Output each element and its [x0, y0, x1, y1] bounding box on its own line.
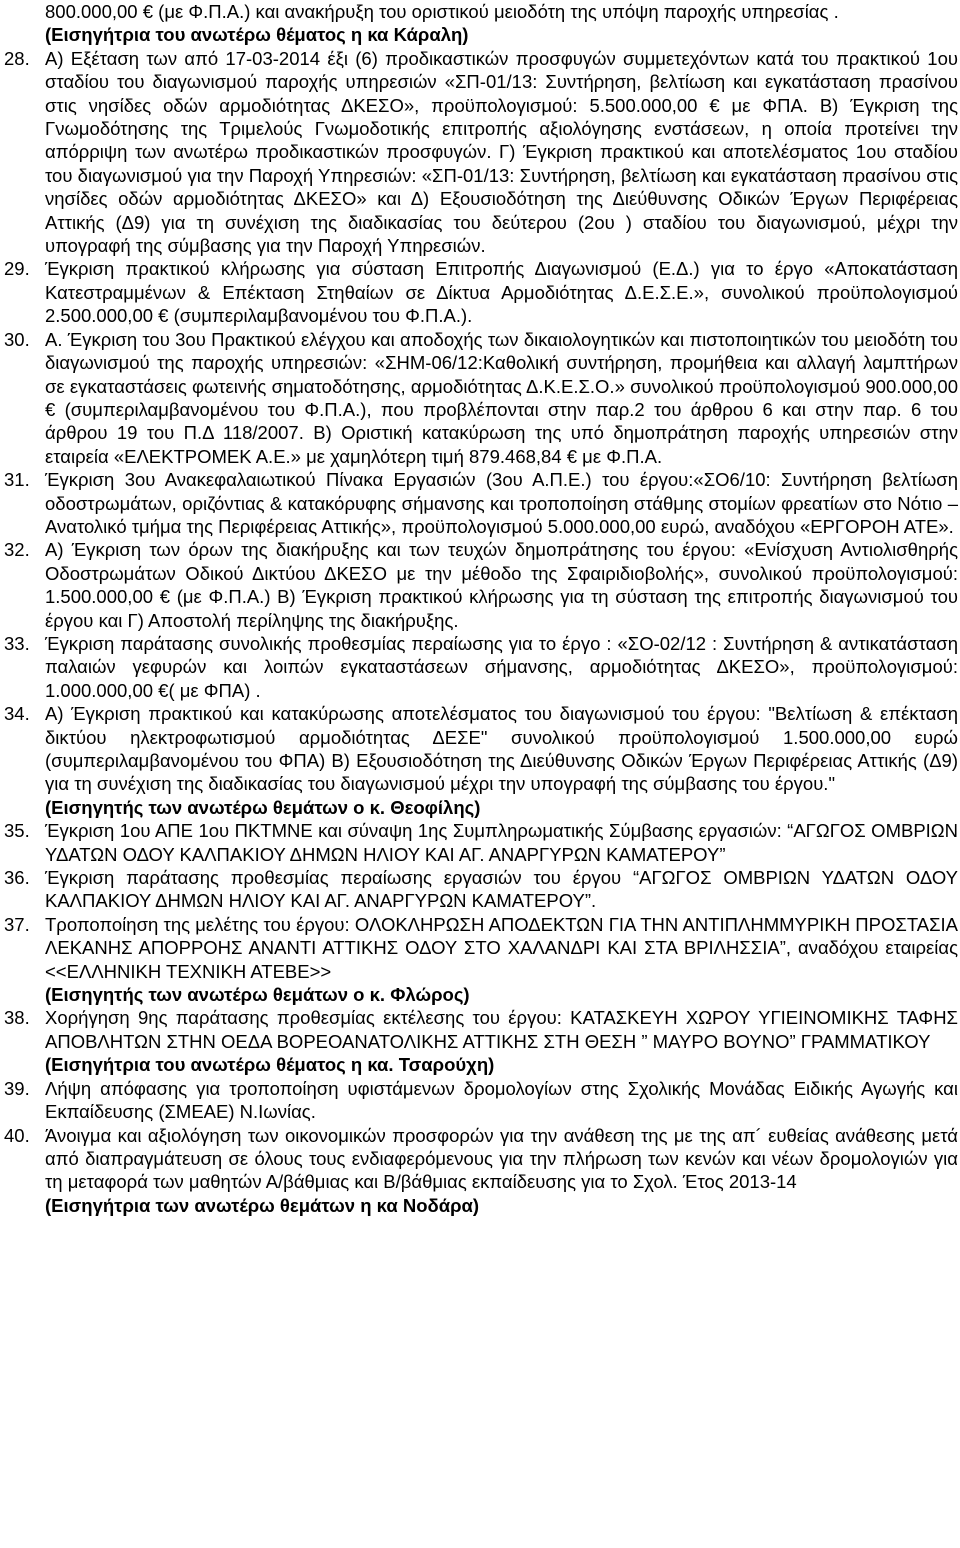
rapporteur-note: (Εισηγήτρια των ανωτέρω θεμάτων η κα Νοδάρα) [45, 1194, 480, 1216]
item-text: Έγκριση πρακτικού κλήρωσης για σύσταση Επιτροπής Διαγωνισμού (Ε.Δ.) για το έργο «Αποκατάσταση Κατεστραμμένων & Επέκταση Στηθαίων σε Δίκτυα Αρμοδιότητας Δ.Ε.Σ.Ε.», συνολικού προϋπολογισμού 2.500.000,00 € (συμπεριλαμβανομένου του Φ.Π.Α.). [45, 258, 958, 327]
agenda-item-35 [4, 819, 958, 866]
item-paragraph: Τροποποίηση της μελέτης του έργου: ΟΛΟΚΛΗΡΩΣΗ ΑΠΟΔΕΚΤΩΝ ΓΙΑ ΤΗΝ ΑΝΤΙΠΛΗΜΜΥΡΙΚΗ ΠΡΟΣΤΑΣΙΑ ΛΕΚΑΝΗΣ ΑΠΟΡΡΟΗΣ ΑΝΑΝΤΙ ΑΤΤΙΚΗΣ ΟΔΟΥ ΣΤΟ ΧΑΛΑΝΔΡΙ ΚΑΙ ΣΤΑ ΒΡΙΛΗΣΣΙΑ”, αναδόχου εταιρείας <<ΕΛΛΗΝΙΚΗ ΤΕΧΝΙΚΗ ΑΤΕΒΕ>> [45, 913, 958, 982]
item-text [45, 1124, 958, 1218]
agenda-item-34 [4, 702, 958, 819]
item-number: 38. [4, 1007, 30, 1029]
intro-paragraph: 800.000,00 € (με Φ.Π.Α.) και ανακήρυξη του οριστικού μειοδότη της υπόψη παροχής υπηρεσίας . [45, 1, 839, 22]
item-text [45, 913, 958, 1007]
item-text: Έγκριση παράτασης προθεσμίας περαίωσης εργασιών του έργου “ΑΓΩΓΟΣ ΟΜΒΡΙΩΝ ΥΔΑΤΩΝ ΟΔΟΥ ΚΑΛΠΑΚΙΟΥ ΔΗΜΩΝ ΗΛΙΟΥ ΚΑΙ ΑΓ. ΑΝΑΡΓΥΡΩΝ ΚΑΜΑΤΕΡΟΥ”. [45, 867, 958, 912]
item-paragraph: Χορήγηση 9ης παράτασης προθεσμίας εκτέλεσης του έργου: ΚΑΤΑΣΚΕΥΗ ΧΩΡΟΥ ΥΓΙΕΙΝΟΜΙΚΗΣ ΤΑΦΗΣ ΑΠΟΒΛΗΤΩΝ ΣΤΗΝ ΟΕΔΑ ΒΟΡΕΟΑΝΑΤΟΛΙΚΗΣ ΑΤΤΙΚΗΣ ΣΤΗ ΘΕΣΗ ” ΜΑΥΡΟ ΒΟΥΝΟ” ΓΡΑΜΜΑΤΙΚΟΥ [45, 1007, 958, 1052]
item-paragraph: Άνοιγμα και αξιολόγηση των οικονομικών προσφορών για την ανάθεση της με της απ´ ευθείας ανάθεσης μετά από διαπραγμάτευση σε όλους τους ενδιαφερόμενους για την πλήρωση των κενών και νέων δρομολογιών για τη μεταφορά των μαθητών Α/βάθμιας και Β/βάθμιας εκπαίδευσης για το Σχολ. Έτος 2013-14 [45, 1124, 958, 1193]
item-text: Α. Έγκριση του 3ου Πρακτικού ελέγχου και αποδοχής των δικαιολογητικών και πιστοποιητικών του μειοδότη του διαγωνισμού της παροχής υπηρεσιών: «ΣΗΜ-06/12:Καθολική συντήρηση, προμήθεια και αλλαγή λαμπτήρων σε εγκαταστάσεις φωτεινής σηματοδότησης, αρμοδιότητας Δ.Κ.Ε.Σ.Ο.» συνολικού προϋπολογισμού 900.000,00 € (συμπεριλαμβανομένου του Φ.Π.Α.), που προβλέπονται στην παρ.2 του άρθρου 6 και στην παρ. 6 του άρθρου 19 του Π.Δ 118/2007. Β) Οριστική κατακύρωση της υπό δημοπράτηση παροχής υπηρεσιών στην εταιρεία «ΕΛΕΚΤΡΟΜΕΚ Α.Ε.» με χαμηλότερη τιμή 879.468,84 € με Φ.Π.Α. [45, 328, 958, 467]
item-number: 29. [4, 258, 30, 280]
item-text: Α) Εξέταση των από 17-03-2014 έξι (6) προδικαστικών προσφυγών συμμετεχόντων κατά του πρακτικού 1ου σταδίου του διαγωνισμού παροχής υπηρεσιών «ΣΠ-01/13: Συντήρηση, βελτίωση και εγκατάσταση πρασίνου στις νησίδες οδών αρμοδιότητας ΔΚΕΣΟ», προϋπολογισμού: 5.500.000,00 € με ΦΠΑ. Β) Έγκριση της Γνωμοδότησης της Τριμελούς Γνωμοδοτικής επιτροπής αξιολόγησης ενστάσεων, η οποία προτείνει την απόρριψη των ανωτέρω προδικαστικών προσφυγών. Γ) Έγκριση πρακτικού και αποτελέσματος 1ου σταδίου του διαγωνισμού για την Παροχή Υπηρεσιών: «ΣΠ-01/13: Συντήρηση, βελτίωση και εγκατάσταση πρασίνου στις νησίδες οδών αρμοδιότητας ΔΚΕΣΟ» και Δ) Εξουσιοδότηση της Διεύθυνσης Οδικών Έργων Περιφέρειας Αττικής (Δ9) για τη συνέχιση της διαδικασίας του δεύτερου (2ου ) σταδίου του διαγωνισμού, μέχρι την υπογραφή της σύμβασης για την Παροχή Υπηρεσιών. [45, 47, 958, 257]
item-text [45, 1006, 958, 1076]
agenda-item-40 [4, 1124, 958, 1218]
item-text: Έγκριση παράτασης συνολικής προθεσμίας περαίωσης για το έργο : «ΣΟ-02/12 : Συντήρηση & αντικατάσταση παλαιών γεφυρών και λοιπών εγκαταστάσεων σήμανσης, αρμοδιότητας ΔΚΕΣΟ», προϋπολογισμού: 1.000.000,00 €( με ΦΠΑ) . [45, 632, 958, 701]
item-number: 28. [4, 47, 30, 69]
rapporteur-note: (Εισηγητής των ανωτέρω θεμάτων ο κ. Θεοφίλης) [45, 796, 481, 818]
agenda-item-31 [4, 468, 958, 538]
item-paragraph: Α) Έγκριση πρακτικού και κατακύρωσης αποτελέσματος του διαγωνισμού του έργου: "Βελτίωση & επέκταση δικτύου ηλεκτροφωτισμού αρμοδιότητας ΔΕΣΕ" συνολικού προϋπολογισμού 1.500.000,00 ευρώ (συμπεριλαμβανομένου του ΦΠΑ) Β) Εξουσιοδότηση της Διεύθυνσης Οδικών Έργων Περιφέρειας Αττικής (Δ9) για τη συνέχιση της διαδικασίας του διαγωνισμού μέχρι την υπογραφή της σύμβασης του έργου." [45, 703, 958, 795]
rapporteur-note: (Εισηγητής των ανωτέρω θεμάτων ο κ. Φλώρος) [45, 984, 470, 1006]
agenda-item-28 [4, 47, 958, 258]
item-text: Α) Έγκριση των όρων της διακήρυξης και των τευχών δημοπράτησης του έργου: «Ενίσχυση Αντιολισθηρής Οδοστρωμάτων Οδικού Δικτύου ΔΚΕΣΟ με την μέθοδο της Σφαιριδιοβολής», συνολικού προϋπολογισμού: 1.500.000,00 € (με Φ.Π.Α.) Β) Έγκριση πρακτικού κλήρωσης για τη σύσταση της επιτροπής διαγωνισμού του έργου και Γ) Αποστολή περίληψης της διακήρυξης. [45, 539, 958, 631]
rapporteur-note: (Εισηγήτρια του ανωτέρω θέματος η κα Κάραλη) [45, 24, 469, 46]
item-number: 37. [4, 913, 30, 935]
agenda-item-37 [4, 913, 958, 1007]
agenda-item-32 [4, 538, 958, 632]
agenda-item-30 [4, 328, 958, 468]
item-number: 30. [4, 328, 30, 350]
agenda-item-38 [4, 1006, 958, 1076]
item-number: 33. [4, 632, 30, 654]
item-number: 36. [4, 867, 30, 889]
item-number: 32. [4, 539, 30, 561]
rapporteur-note: (Εισηγήτρια του ανωτέρω θέματος η κα. Τσαρούχη) [45, 1054, 495, 1076]
item-text: Έγκριση 1ου ΑΠΕ 1ου ΠΚΤΜΝΕ και σύναψη 1ης Συμπληρωματικής Σύμβασης εργασιών: “ΑΓΩΓΟΣ ΟΜΒΡΙΩΝ ΥΔΑΤΩΝ ΟΔΟΥ ΚΑΛΠΑΚΙΟΥ ΔΗΜΩΝ ΗΛΙΟΥ ΚΑΙ ΑΓ. ΑΝΑΡΓΥΡΩΝ ΚΑΜΑΤΕΡΟΥ” [45, 820, 958, 865]
item-number: 40. [4, 1124, 30, 1146]
item-number: 35. [4, 820, 30, 842]
agenda-item-39 [4, 1077, 958, 1124]
item-text: Έγκριση 3ου Ανακεφαλαιωτικού Πίνακα Εργασιών (3ου Α.Π.Ε.) του έργου:«ΣΟ6/10: Συντήρηση βελτίωση οδοστρωμάτων, οριζόντιας & κατακόρυφης σήμανσης και τροποποίηση στάθμης στομίων φρεατίων στο Νότιο – Ανατολικό τμήμα της Περιφέρειας Αττικής», προϋπολογισμού 5.000.000,00 ευρώ, αναδόχου «ΕΡΓΟΡΟΗ ΑΤΕ». [45, 469, 958, 537]
agenda-item-36 [4, 866, 958, 913]
item-number: 34. [4, 703, 30, 725]
item-text [45, 702, 958, 819]
agenda-item-29 [4, 257, 958, 327]
agenda-item-33 [4, 632, 958, 702]
item-text: Λήψη απόφασης για τροποποίηση υφιστάμενων δρομολογίων στης Σχολικής Μονάδας Ειδικής Αγωγής και Εκπαίδευσης (ΣΜΕΑΕ) Ν.Ιωνίας. [45, 1077, 958, 1123]
item-number: 31. [4, 469, 30, 491]
item-number: 39. [4, 1077, 30, 1099]
